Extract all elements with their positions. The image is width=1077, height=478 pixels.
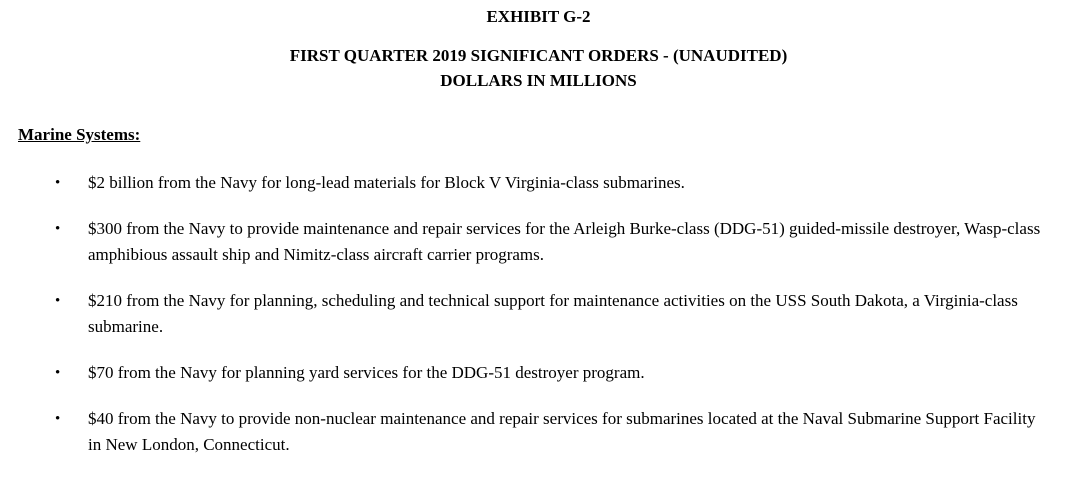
bullet-icon: • xyxy=(55,175,61,191)
exhibit-label: EXHIBIT G-2 xyxy=(486,7,591,26)
list-item-text: $300 from the Navy to provide maintenance and repair services for the Arleigh Burke-class (DDG-51) guided-missile destroyer, Wasp-class amphibious assault ship and Nimitz-class aircraft carrier programs. xyxy=(88,219,1041,264)
bullet-icon: • xyxy=(55,365,61,381)
bullet-icon: • xyxy=(55,293,61,309)
bullet-icon: • xyxy=(55,221,61,237)
page-title xyxy=(0,43,1077,93)
list-item-text: $2 billion from the Navy for long-lead materials for Block V Virginia-class submarines. xyxy=(88,173,685,192)
list-item xyxy=(0,216,1077,268)
list-item xyxy=(0,170,1077,196)
list-item xyxy=(0,288,1077,340)
list-item-text: $70 from the Navy for planning yard services for the DDG-51 destroyer program. xyxy=(88,363,645,382)
list-item xyxy=(0,360,1077,386)
orders-list xyxy=(0,170,1077,478)
title-line-2: DOLLARS IN MILLIONS xyxy=(440,71,637,90)
list-item xyxy=(0,406,1077,458)
list-item-text: $210 from the Navy for planning, scheduling and technical support for maintenance activities on the USS South Dakota, a Virginia-class submarine. xyxy=(88,291,1018,336)
bullet-icon: • xyxy=(55,411,61,427)
section-heading: Marine Systems: xyxy=(18,125,141,144)
list-item-text: $40 from the Navy to provide non-nuclear maintenance and repair services for submarines located at the Naval Submarine Support Facility in New London, Connecticut. xyxy=(88,409,1036,454)
title-line-1: FIRST QUARTER 2019 SIGNIFICANT ORDERS - (UNAUDITED) xyxy=(289,46,788,65)
